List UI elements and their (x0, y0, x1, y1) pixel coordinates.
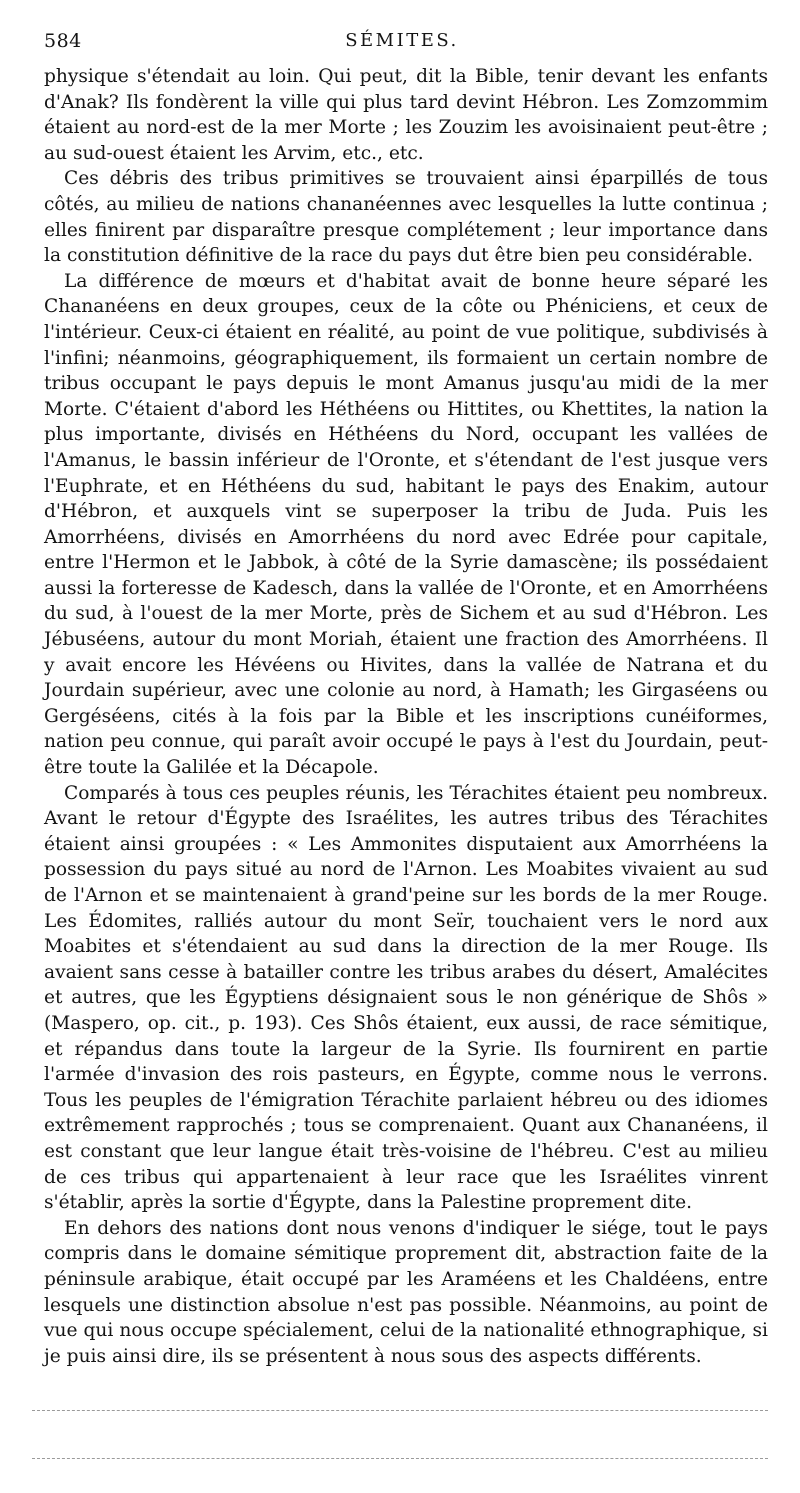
paragraph: La différence de mœurs et d'habitat avait de bonne heure séparé les Chananéens en deux groupes, ceux de la côte ou Phéniciens, et ceux de l'intérieur. Ceux-ci étaient en réalité, au point de vue politique, subdivisés à l'infini; néanmoins, géographiquement, ils formaient un certain nombre de tribus occupant le pays depuis le mont Amanus jusqu'au midi de la mer Morte. C'étaient d'abord les Héthéens ou Hittites, ou Khettites, la nation la plus importante, divisés en Héthéens du Nord, occupant les vallées de l'Amanus, le bassin inférieur de l'Oronte, et s'étendant de l'est jusque vers l'Euphrate, et en Héthéens du sud, habitant le pays des Enakim, autour d'Hébron, et auxquels vint se superposer la tribu de Juda. Puis les Amorrhéens, divisés en Amorrhéens du nord avec Edrée pour capitale, entre l'Hermon et le Jabbok, à côté de la Syrie damascène; ils possédaient aussi la forteresse de Kadesch, dans la vallée de l'Oronte, et en Amorrhéens du sud, à l'ouest de la mer Morte, près de Sichem et au sud d'Hébron. Les Jébuséens, autour du mont Moriah, étaient une fraction des Amorrhéens. Il y avait encore les Hévéens ou Hivites, dans la vallée de Natrana et du Jourdain supérieur, avec une colonie au nord, à Hamath; les Girgaséens ou Gergéséens, cités à la fois par la Bible et les inscriptions cunéiformes, nation peu connue, qui paraît avoir occupé le pays à l'est du Jourdain, peut-être toute la Galilée et la Décapole. (44, 270, 768, 779)
running-title: SÉMITES. (345, 30, 459, 51)
body-text (44, 64, 768, 1369)
paragraph: En dehors des nations dont nous venons d'indiquer le siége, tout le pays compris dans le domaine sémitique proprement dit, abstraction faite de la péninsule arabique, était occupé par les Araméens et les Chaldéens, entre lesquels une distinction absolue n'est pas possible. Néanmoins, au point de vue qui nous occupe spécialement, celui de la nationalité ethnographique, si je puis ainsi dire, ils se présentent à nous sous des aspects différents. (44, 1217, 768, 1367)
running-head (44, 30, 760, 58)
paragraph-continued: physique s'étendait au loin. Qui peut, dit la Bible, tenir devant les enfants d'Anak? Ils fondèrent la ville qui plus tard devint Hébron. Les Zomzommim étaient au nord-est de la mer Morte ; les Zouzim les avoisinaient peut-être ; au sud-ouest étaient les Arvim, etc., etc. (44, 66, 768, 164)
paragraph: Ces débris des tribus primitives se trouvaient ainsi éparpillés de tous côtés, au milieu de nations chananéennes avec lesquelles la lutte continua ; elles finirent par disparaître presque complétement ; leur importance dans la constitution définitive de la race du pays dut être bien peu considérable. (44, 168, 768, 267)
bottom-rule (32, 1458, 768, 1459)
paragraph: Comparés à tous ces peuples réunis, les Térachites étaient peu nombreux. Avant le retour d'Égypte des Israélites, les autres tribus des Térachites étaient ainsi groupées : « Les Ammonites disputaient aux Amorrhéens la possession du pays situé au nord de l'Arnon. Les Moabites vivaient au sud de l'Arnon et se maintenaient à grand'peine sur les bords de la mer Rouge. Les Édomites, ralliés autour du mont Seïr, touchaient vers le nord aux Moabites et s'étendaient au sud dans la direction de la mer Rouge. Ils avaient sans cesse à batailler contre les tribus arabes du désert, Amalécites et autres, que les Égyptiens désignaient sous le non générique de Shôs » (Maspero, op. cit., p. 193). Ces Shôs étaient, eux aussi, de race sémitique, et répandus dans toute la largeur de la Syrie. Ils fournirent en partie l'armée d'invasion des rois pasteurs, en Égypte, comme nous le verrons. Tous les peuples de l'émigration Térachite parlaient hébreu ou des idiomes extrêmement rapprochés ; tous se comprenaient. Quant aux Chananéens, il est constant que leur langue était très-voisine de l'hébreu. C'est au milieu de ces tribus qui appartenaient à leur race que les Israélites vinrent s'établir, après la sortie d'Égypte, dans la Palestine proprement dite. (44, 782, 768, 1214)
bottom-rule (32, 1410, 768, 1411)
page-number: 584 (44, 30, 82, 52)
